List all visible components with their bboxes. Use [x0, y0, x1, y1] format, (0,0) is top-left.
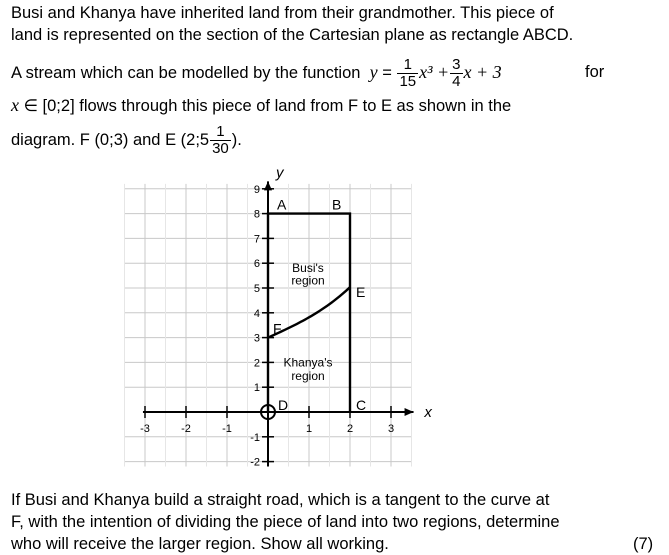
x-tick-label: -1	[222, 423, 232, 435]
question-line-5-end: ).	[231, 131, 242, 149]
point-label-f: F	[273, 320, 282, 337]
y-tick-label: 9	[253, 183, 260, 196]
question-line-4-text: ∈ [0;2] flows through this piece of land from F to E as shown in the	[23, 97, 512, 115]
busi-region-label-2: region	[291, 273, 325, 288]
y-tick-label: 1	[253, 382, 260, 395]
x-axis-label: x	[424, 404, 432, 421]
y-tick-label: -2	[250, 456, 260, 469]
x-tick-label: -2	[181, 423, 191, 435]
fraction-1-numerator: 1	[397, 57, 418, 74]
point-label-b: B	[332, 196, 342, 213]
y-tick-label: 3	[253, 332, 260, 345]
question-line-5-text: diagram. F (0;3) and E (2;5	[11, 131, 210, 149]
y-axis-label: y	[276, 164, 284, 182]
task-line-2: F, with the intention of dividing the piece of land into two regions, determine	[11, 513, 560, 531]
question-line-3-text: A stream which can be modelled by the function	[11, 64, 361, 82]
x-axis-arrow	[405, 408, 414, 416]
question-line-1: Busi and Khanya have inherited land from their grandmother. This piece of	[11, 4, 554, 22]
point-label-d: D	[278, 397, 289, 413]
y-tick-label: 5	[253, 283, 260, 295]
fraction-3-denominator: 30	[212, 140, 229, 158]
function-y: y	[369, 62, 378, 82]
point-label-a: A	[277, 196, 287, 213]
khanya-region-label-1: Khanya's	[283, 355, 333, 370]
fraction-2-numerator: 3	[452, 56, 461, 74]
y-tick-label: 7	[253, 233, 260, 246]
function-tail: x + 3	[463, 62, 502, 82]
fraction-3-numerator: 1	[210, 124, 231, 141]
khanya-region-label-2: region	[291, 369, 325, 384]
function-equals: =	[377, 64, 397, 82]
task-line-3: who will receive the larger region. Show all working.	[11, 535, 389, 553]
busi-region-label-1: Busi's	[292, 261, 324, 276]
task-line-1: If Busi and Khanya build a straight road, which is a tangent to the curve at	[11, 491, 550, 509]
x-tick-label: 2	[346, 423, 354, 435]
fraction-1-denominator: 15	[399, 73, 417, 91]
point-label-c: C	[356, 397, 367, 413]
function-x-cubed: x³ +	[419, 62, 450, 82]
fraction-2-denominator: 4	[452, 73, 461, 91]
marks: (7)	[633, 535, 654, 553]
y-tick-label: 6	[253, 258, 260, 271]
x-tick-label: 1	[305, 423, 313, 435]
diagram-labels	[273, 164, 432, 421]
question-line-2: land is represented on the section of the Cartesian plane as rectangle ABCD.	[11, 26, 574, 44]
y-tick-label: 8	[253, 208, 260, 221]
domain-x: x	[11, 95, 19, 115]
point-label-e: E	[356, 284, 366, 301]
x-tick-label: -3	[140, 423, 150, 435]
question-line-3-for: for	[585, 63, 605, 81]
x-tick-label: 3	[387, 423, 395, 435]
y-tick-label: -1	[250, 431, 260, 444]
y-tick-label: 2	[253, 357, 260, 370]
y-tick-label: 4	[253, 307, 260, 320]
